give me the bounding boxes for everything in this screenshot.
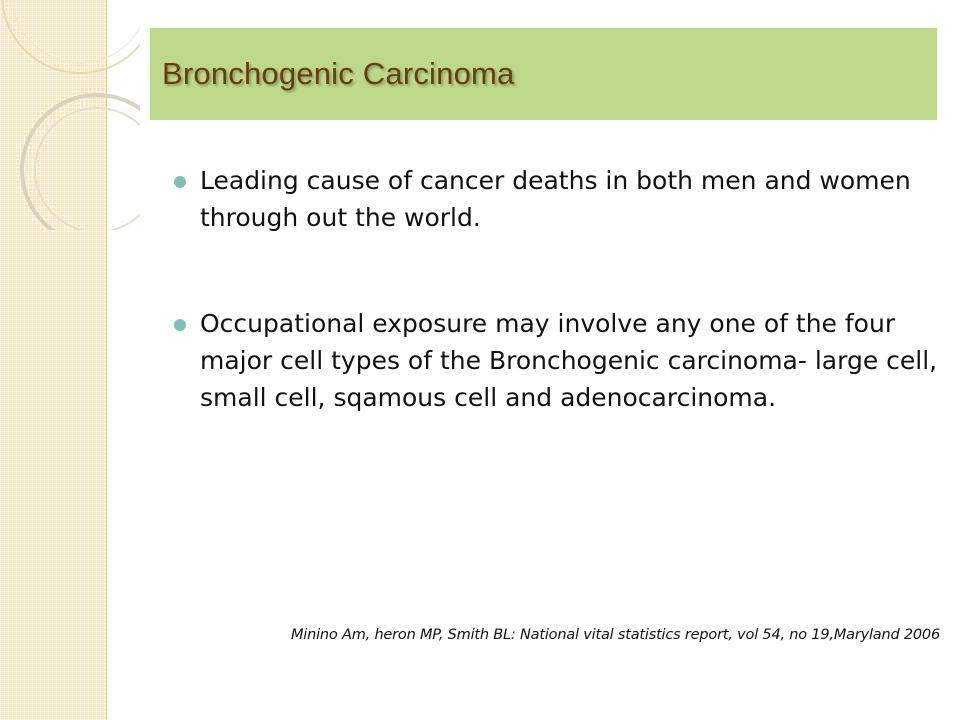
slide-title: Bronchogenic Carcinoma <box>162 56 515 91</box>
bullet-item <box>170 305 940 416</box>
bullet-text: Occupational exposure may involve any one of the four major cell types of the Bronchogenic carcinoma- large cell, small cell, sqamous cell and adenocarcinoma. <box>200 309 938 412</box>
bullet-dot-icon <box>174 176 186 188</box>
bullet-text: Leading cause of cancer deaths in both men and women through out the world. <box>200 166 911 232</box>
title-bar <box>150 28 937 120</box>
bullet-item <box>170 162 940 236</box>
citation-text: Minino Am, heron MP, Smith BL: National vital statistics report, vol 54, no 19,Maryland 2006 <box>290 627 940 643</box>
bullet-dot-icon <box>174 319 186 331</box>
decorative-rings-icon <box>0 0 140 230</box>
bullet-list <box>170 162 940 416</box>
